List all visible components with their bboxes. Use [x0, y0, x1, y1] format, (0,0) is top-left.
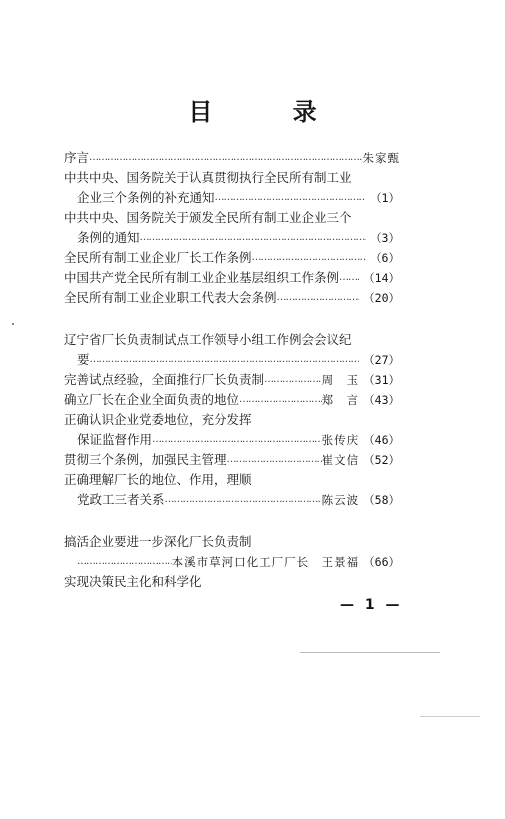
toc-entry-author: 崔文信: [321, 453, 360, 467]
toc-entry-meta: [172, 552, 400, 572]
toc-entry: [64, 490, 400, 510]
toc-entry-page: （46）: [363, 433, 400, 447]
toc-entry: [64, 470, 400, 490]
toc-entry-meta: [322, 390, 400, 410]
toc-entry-meta: [366, 248, 400, 268]
scan-speck: [12, 323, 14, 325]
toc-entry-title: 全民所有制工业企业厂长工作条例: [64, 250, 252, 265]
toc-entry-title: 要: [77, 352, 90, 367]
toc-entry: [64, 288, 400, 308]
toc-entry-author: 陈云波: [321, 493, 360, 507]
toc-entry-page: （20）: [363, 291, 400, 305]
leader-dots: [252, 248, 367, 268]
toc-entry: [64, 552, 400, 572]
toc-entry-page: （43）: [363, 393, 400, 407]
toc-entry: [64, 208, 400, 228]
toc-entry: [64, 248, 400, 268]
leader-dots: [227, 450, 322, 470]
toc-entry-author: 张传庆: [321, 433, 360, 447]
toc-entry-meta: [359, 350, 400, 370]
toc-entry-meta: [366, 188, 400, 208]
toc-entry-title: 序言: [64, 150, 90, 165]
leader-dots: [152, 430, 322, 450]
toc-entry-page: （31）: [363, 373, 400, 387]
toc-entry-title: 全民所有制工业企业职工代表大会条例: [64, 290, 277, 305]
leader-dots: [90, 350, 360, 370]
toc-entry-page: （14）: [363, 271, 400, 285]
toc-entry: [64, 228, 400, 248]
leader-dots: [215, 188, 367, 208]
toc-entry: [64, 410, 400, 430]
toc-entry-meta: [363, 148, 401, 168]
toc-entry-title: 正确理解厂长的地位、作用，理顺: [64, 472, 252, 487]
toc-entry-title: 中国共产党全民所有制工业企业基层组织工作条例: [64, 270, 340, 285]
toc-entry-author: 本溪市草河口化工厂厂长 王景福: [171, 555, 360, 569]
scan-speck: [420, 716, 480, 717]
scan-speck: [300, 652, 440, 653]
toc-entry-title: 企业三个条例的补充通知: [77, 190, 215, 205]
toc-entry-author: 朱家甄: [362, 151, 400, 165]
toc-entry-page: （66）: [363, 555, 400, 569]
leader-dots: [140, 228, 367, 248]
toc-entry-page: （1）: [370, 191, 400, 205]
toc-entry-meta: [322, 450, 400, 470]
toc-entry: [64, 268, 400, 288]
toc-entry: [64, 390, 400, 410]
toc-entry: [64, 168, 400, 188]
toc-entry: [64, 330, 400, 350]
toc-entry-title: 搞活企业要进一步深化厂长负责制: [64, 534, 252, 549]
toc-entry: [64, 148, 400, 168]
toc-entry-title: 中共中央、国务院关于颁发全民所有制工业企业三个: [64, 210, 352, 225]
toc-entry: [64, 370, 400, 390]
toc-entry-title: 正确认识企业党委地位，充分发挥: [64, 412, 252, 427]
toc-entry-title: 中共中央、国务院关于认真贯彻执行全民所有制工业: [64, 170, 352, 185]
toc-entry-title: 辽宁省厂长负责制试点工作领导小组工作例会会议纪: [64, 332, 352, 347]
toc-entry-title: 贯彻三个条例，加强民主管理: [64, 452, 227, 467]
toc-entry-page: （6）: [370, 251, 400, 265]
leader-dots: [89, 148, 362, 168]
toc-entry-title: 确立厂长在企业全面负责的地位: [64, 392, 240, 407]
leader-dots: [277, 288, 360, 308]
toc-entry-meta: [322, 430, 400, 450]
toc-entry-page: （52）: [363, 453, 400, 467]
toc-entry-author: 周 玉: [321, 373, 360, 387]
toc-entry-title: 保证监督作用: [77, 432, 153, 447]
toc-entry: [64, 188, 400, 208]
toc-entry-title: 完善试点经验，全面推行厂长负责制: [64, 372, 265, 387]
leader-dots: [339, 268, 359, 288]
toc-entry-meta: [359, 288, 400, 308]
page-number: — 1 —: [340, 597, 403, 613]
toc-entry-page: （58）: [363, 493, 400, 507]
table-of-contents: [64, 148, 400, 592]
toc-entry-title: 实现决策民主化和科学化: [64, 574, 202, 589]
toc-entry: [64, 350, 400, 370]
leader-dots: [165, 490, 322, 510]
toc-entry-author: 郑 言: [321, 393, 360, 407]
toc-entry-page: （27）: [363, 353, 400, 367]
toc-entry-page: （3）: [370, 231, 400, 245]
leader-dots: [264, 370, 322, 390]
page-title: 目 录: [188, 98, 353, 126]
toc-entry: [64, 532, 400, 552]
toc-entry: [64, 572, 400, 592]
toc-entry-meta: [359, 268, 400, 288]
leader-dots: [239, 390, 322, 410]
toc-entry-meta: [322, 490, 400, 510]
toc-entry-title: 条例的通知: [77, 230, 140, 245]
toc-entry: [64, 450, 400, 470]
toc-entry: [64, 430, 400, 450]
toc-entry-title: 党政工三者关系: [77, 492, 165, 507]
leader-dots: [77, 552, 172, 572]
toc-entry-meta: [322, 370, 400, 390]
toc-entry-meta: [366, 228, 400, 248]
